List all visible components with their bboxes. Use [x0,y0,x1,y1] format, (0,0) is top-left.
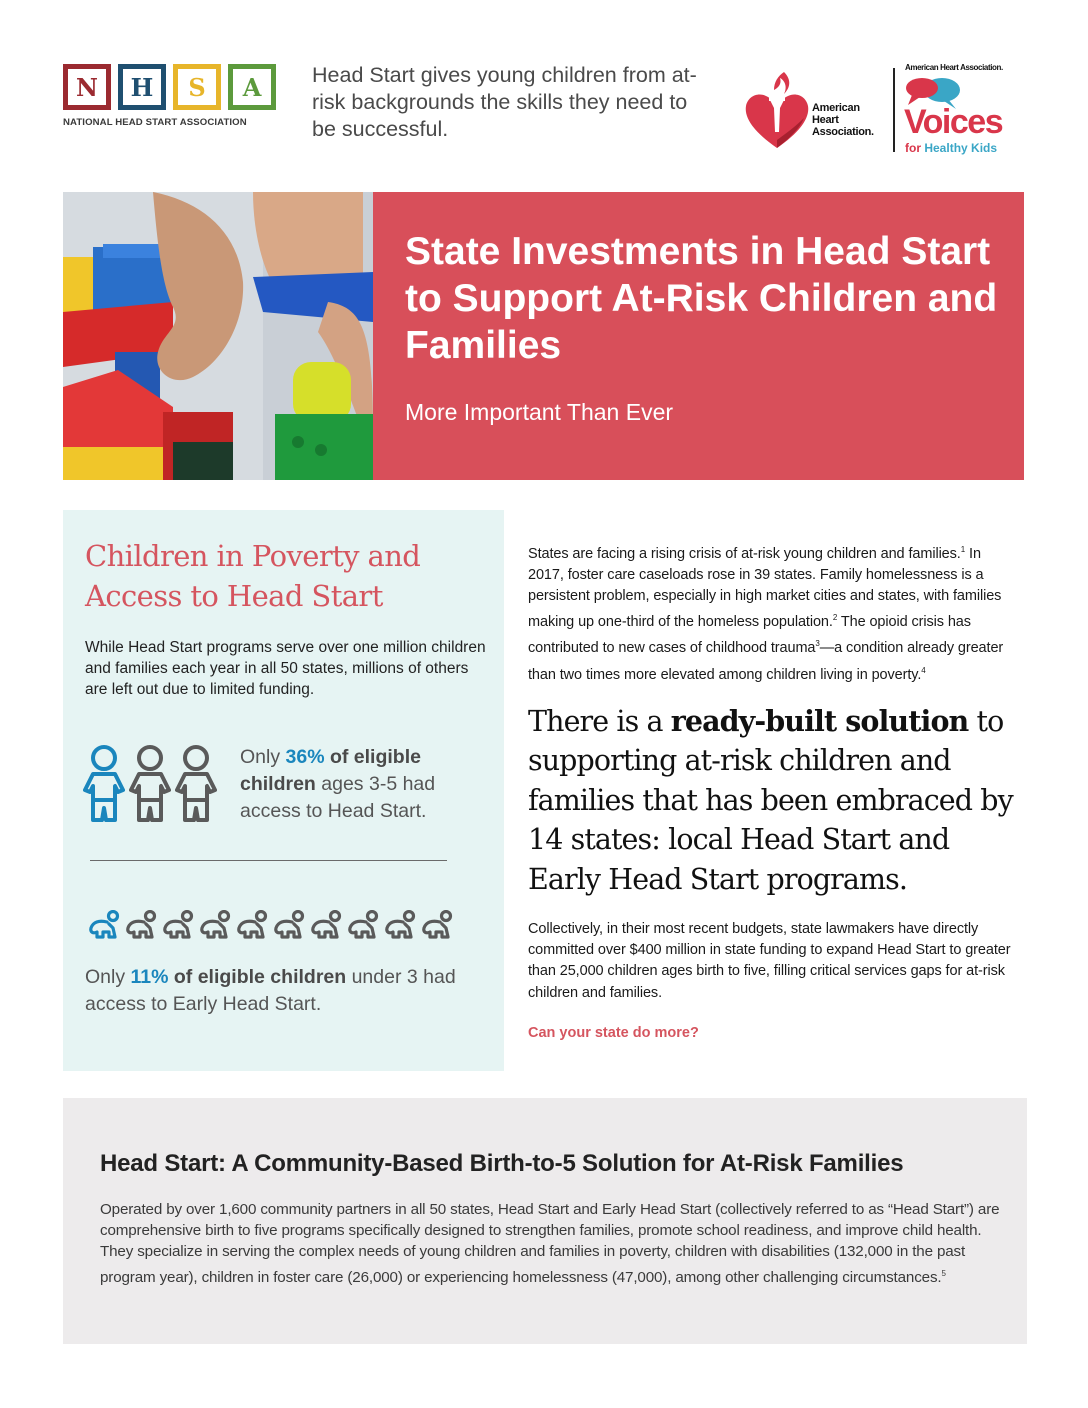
pull-quote [528,702,1020,900]
panel-divider [90,860,447,861]
nhsa-letter-blocks [63,64,281,110]
nhsa-logo [63,64,281,128]
aha-logo [744,70,884,152]
page-subtitle: More Important Than Ever [405,399,674,425]
voices-subtitle [905,141,997,155]
header-tagline: Head Start gives young children from at-risk backgrounds the skills they need to be successful. [312,63,697,141]
crisis-paragraph [528,539,1020,686]
voices-wordmark: Voices [904,103,1003,141]
para1-text: —a condition already greater than two times more elevated among children living in poverty. [528,640,1004,683]
quote-pre: There is a [528,704,671,738]
baby-icon [346,910,383,945]
community-solution-panel [63,1098,1027,1344]
baby-icon [161,910,198,945]
quote-post: to supporting at-risk children and families that has been embraced by 14 states: local Head Start and Early Head Start programs. [528,704,1013,896]
para1-text: States are facing a rising crisis of at-risk young children and families. [528,545,961,562]
baby-icon [235,910,272,945]
hero-title-band [373,192,1024,480]
stat2-text [85,964,485,1018]
para1-text: The opioid crisis has contributed to new cases of childhood trauma [528,614,971,657]
baby-icon [198,910,235,945]
voices-for-healthy-kids-logo [902,63,1027,158]
poverty-access-panel [63,510,504,1071]
nhsa-block-h: H [118,64,166,110]
stat1-suffix: ages 3-5 had access to Head Start. [240,773,436,822]
panel-heading: Children in Poverty and Access to Head Start [85,539,421,613]
footnote-ref: 3 [815,639,820,649]
nhsa-block-a: A [228,64,276,110]
stat2-prefix: Only [85,966,131,988]
stat2-suffix: under 3 had access to Early Head Start. [85,966,456,1015]
cta-link[interactable]: Can your state do more? [528,1024,699,1041]
child-icon [83,744,125,829]
stat1-prefix: Only [240,746,286,768]
building-blocks-illustration [63,192,373,480]
logo-divider [893,68,895,152]
aha-wordmark [812,102,874,138]
funding-paragraph: Collectively, in their most recent budgets, state lawmakers have directly committed over $400 million in state funding to expand Head Start to greater than 25,000 children ages birth to five, filling critical services gaps for at-risk children and families. [528,921,1011,1001]
aha-text-line: Heart [812,114,839,126]
baby-icon [87,910,124,945]
bottom-heading [100,1150,903,1178]
baby-icon [309,910,346,945]
voices-top-text: American Heart Association. [905,63,1003,72]
bottom-heading-bold: Head Start: [100,1150,226,1177]
aha-text-line: American [812,102,860,114]
nhsa-block-n: N [63,64,111,110]
para1-text: In 2017, foster care caseloads rose in 39 states. Family homelessness is a persistent problem, especially in high market cities and states, with families making up one-third of the homeless population. [528,545,1002,631]
footnote-ref: 2 [832,613,838,623]
baby-icons-row [87,910,457,945]
baby-icon [383,910,420,945]
child-icon [175,744,217,829]
panel-intro: While Head Start programs serve over one million children and families each year in all 50 states, millions of others are left out due to limited funding. [85,639,486,698]
nhsa-block-s: S [173,64,221,110]
voices-healthy-kids: Healthy Kids [924,141,998,155]
footnote-ref: 5 [941,1268,946,1278]
stat2-percent: 11% [130,966,169,988]
baby-icon [124,910,161,945]
footnote-ref: 1 [960,545,966,554]
stat1-bold: of eligible children [240,746,421,795]
quote-bold: ready-built solution [670,703,969,738]
stat1-text [240,744,480,825]
child-icons-row [83,744,217,829]
hero-photo-building-blocks [63,192,373,480]
stat2-bold: of eligible children [168,966,347,988]
child-icon [129,744,171,829]
baby-icon [272,910,309,945]
page-title: State Investments in Head Start to Support At-Risk Children and Families [405,230,998,367]
bottom-para-text: Operated by over 1,600 community partners in all 50 states, Head Start and Early Head Start (collectively referred to as “Head Start”) are comprehensive birth to five programs specifically designed to strengthen families, promote school readiness, and improve child health. They specialize in serving the complex needs of young children and families in poverty, children with disabilities (132,000 in the past program year), children in foster care (26,000) or experiencing homelessness (47,000), among other challenging circumstances. [100,1201,1000,1286]
baby-icon [420,910,457,945]
nhsa-caption: NATIONAL HEAD START ASSOCIATION [63,117,247,128]
voices-for: for [905,141,921,155]
heart-torch-icon [744,70,810,152]
footnote-ref: 4 [921,665,926,675]
bottom-heading-rest: A Community-Based Birth-to-5 Solution for At-Risk Families [225,1150,904,1177]
aha-text-line: Association. [812,126,874,138]
bottom-paragraph [100,1199,1000,1288]
stat-head-start-access [83,744,493,834]
stat1-percent: 36% [285,746,325,768]
right-column [528,539,1020,1042]
